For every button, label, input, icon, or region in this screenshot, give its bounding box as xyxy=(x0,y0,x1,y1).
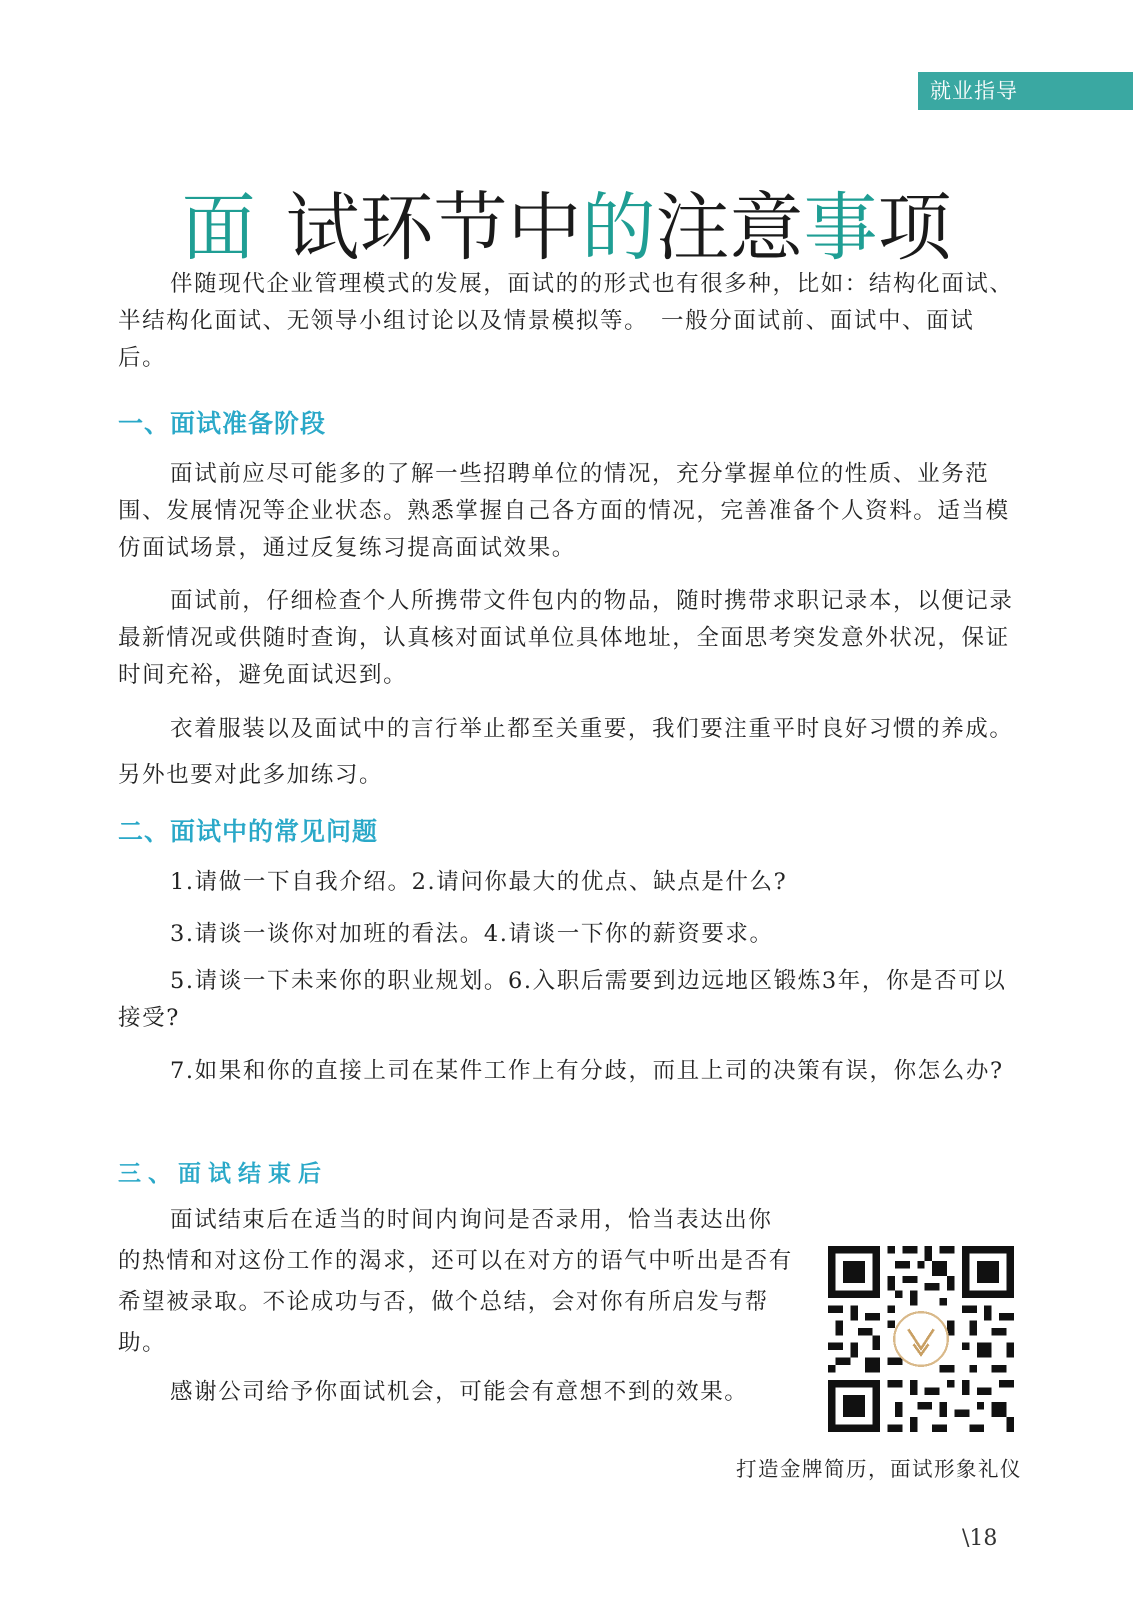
question-item-3: 5.请谈一下未来你的职业规划。6.入职后需要到边远地区锻炼3年，你是否可以接受? xyxy=(118,968,1007,1031)
title-part-2: 试环节中 xyxy=(285,185,582,271)
page-number: \18 xyxy=(962,1526,998,1551)
title-part-4: 注意 xyxy=(655,185,804,271)
section3-heading: 三、面试结束后 xyxy=(118,1161,328,1187)
section2-heading: 二、面试中的常见问题 xyxy=(118,817,379,846)
section1-paragraph-1: 面试前应尽可能多的了解一些招聘单位的情况，充分掌握单位的性质、业务范围、发展情况等企业状态。熟悉掌握自己各方面的情况，完善准备个人资料。适当模仿面试场景，通过反复练习提高面试效果。 xyxy=(118,461,1010,561)
section-tag: 就业指导 xyxy=(918,72,1133,110)
section1-paragraph-2: 面试前，仔细检查个人所携带文件包内的物品，随时携带求职记录本，以便记录最新情况或供随时查询，认真核对面试单位具体地址，全面思考突发意外状况，保证时间充裕，避免面试迟到。 xyxy=(118,588,1014,688)
qr-caption: 打造金牌简历，面试形象礼仪 xyxy=(736,1457,1022,1481)
section1-paragraph-3: 衣着服装以及面试中的言行举止都至关重要，我们要注重平时良好习惯的养成。另外也要对此多加练习。 xyxy=(118,716,1014,788)
qr-code-image xyxy=(828,1246,1014,1432)
section3-paragraph-2: 感谢公司给予你面试机会，可能会有意想不到的效果。 xyxy=(170,1379,749,1405)
title-part-1: 面 xyxy=(181,185,256,271)
intro-paragraph: 伴随现代企业管理模式的发展，面试的的形式也有很多种，比如：结构化面试、半结构化面试、无领导小组讨论以及情景模拟等。 一般分面试前、面试中、面试后。 xyxy=(118,271,1014,371)
section1-heading: 一、面试准备阶段 xyxy=(118,409,327,438)
title-part-6: 项 xyxy=(877,185,952,271)
question-item-2: 3.请谈一谈你对加班的看法。4.请谈一下你的薪资要求。 xyxy=(170,921,774,947)
question-item-1: 1.请做一下自我介绍。2.请问你最大的优点、缺点是什么? xyxy=(170,869,788,895)
question-item-4: 7.如果和你的直接上司在某件工作上有分歧，而且上司的决策有误，你怎么办? xyxy=(170,1058,1004,1084)
section3-paragraph-1: 面试结束后在适当的时间内询问是否录用，恰当表达出你的热情和对这份工作的渴求，还可以在对方的语气中听出是否有希望被录取。不论成功与否，做个总结，会对你有所启发与帮助。 xyxy=(118,1207,793,1356)
title-part-5: 事 xyxy=(803,185,878,271)
title-part-3: 的 xyxy=(581,185,656,271)
page-title xyxy=(0,182,1133,274)
